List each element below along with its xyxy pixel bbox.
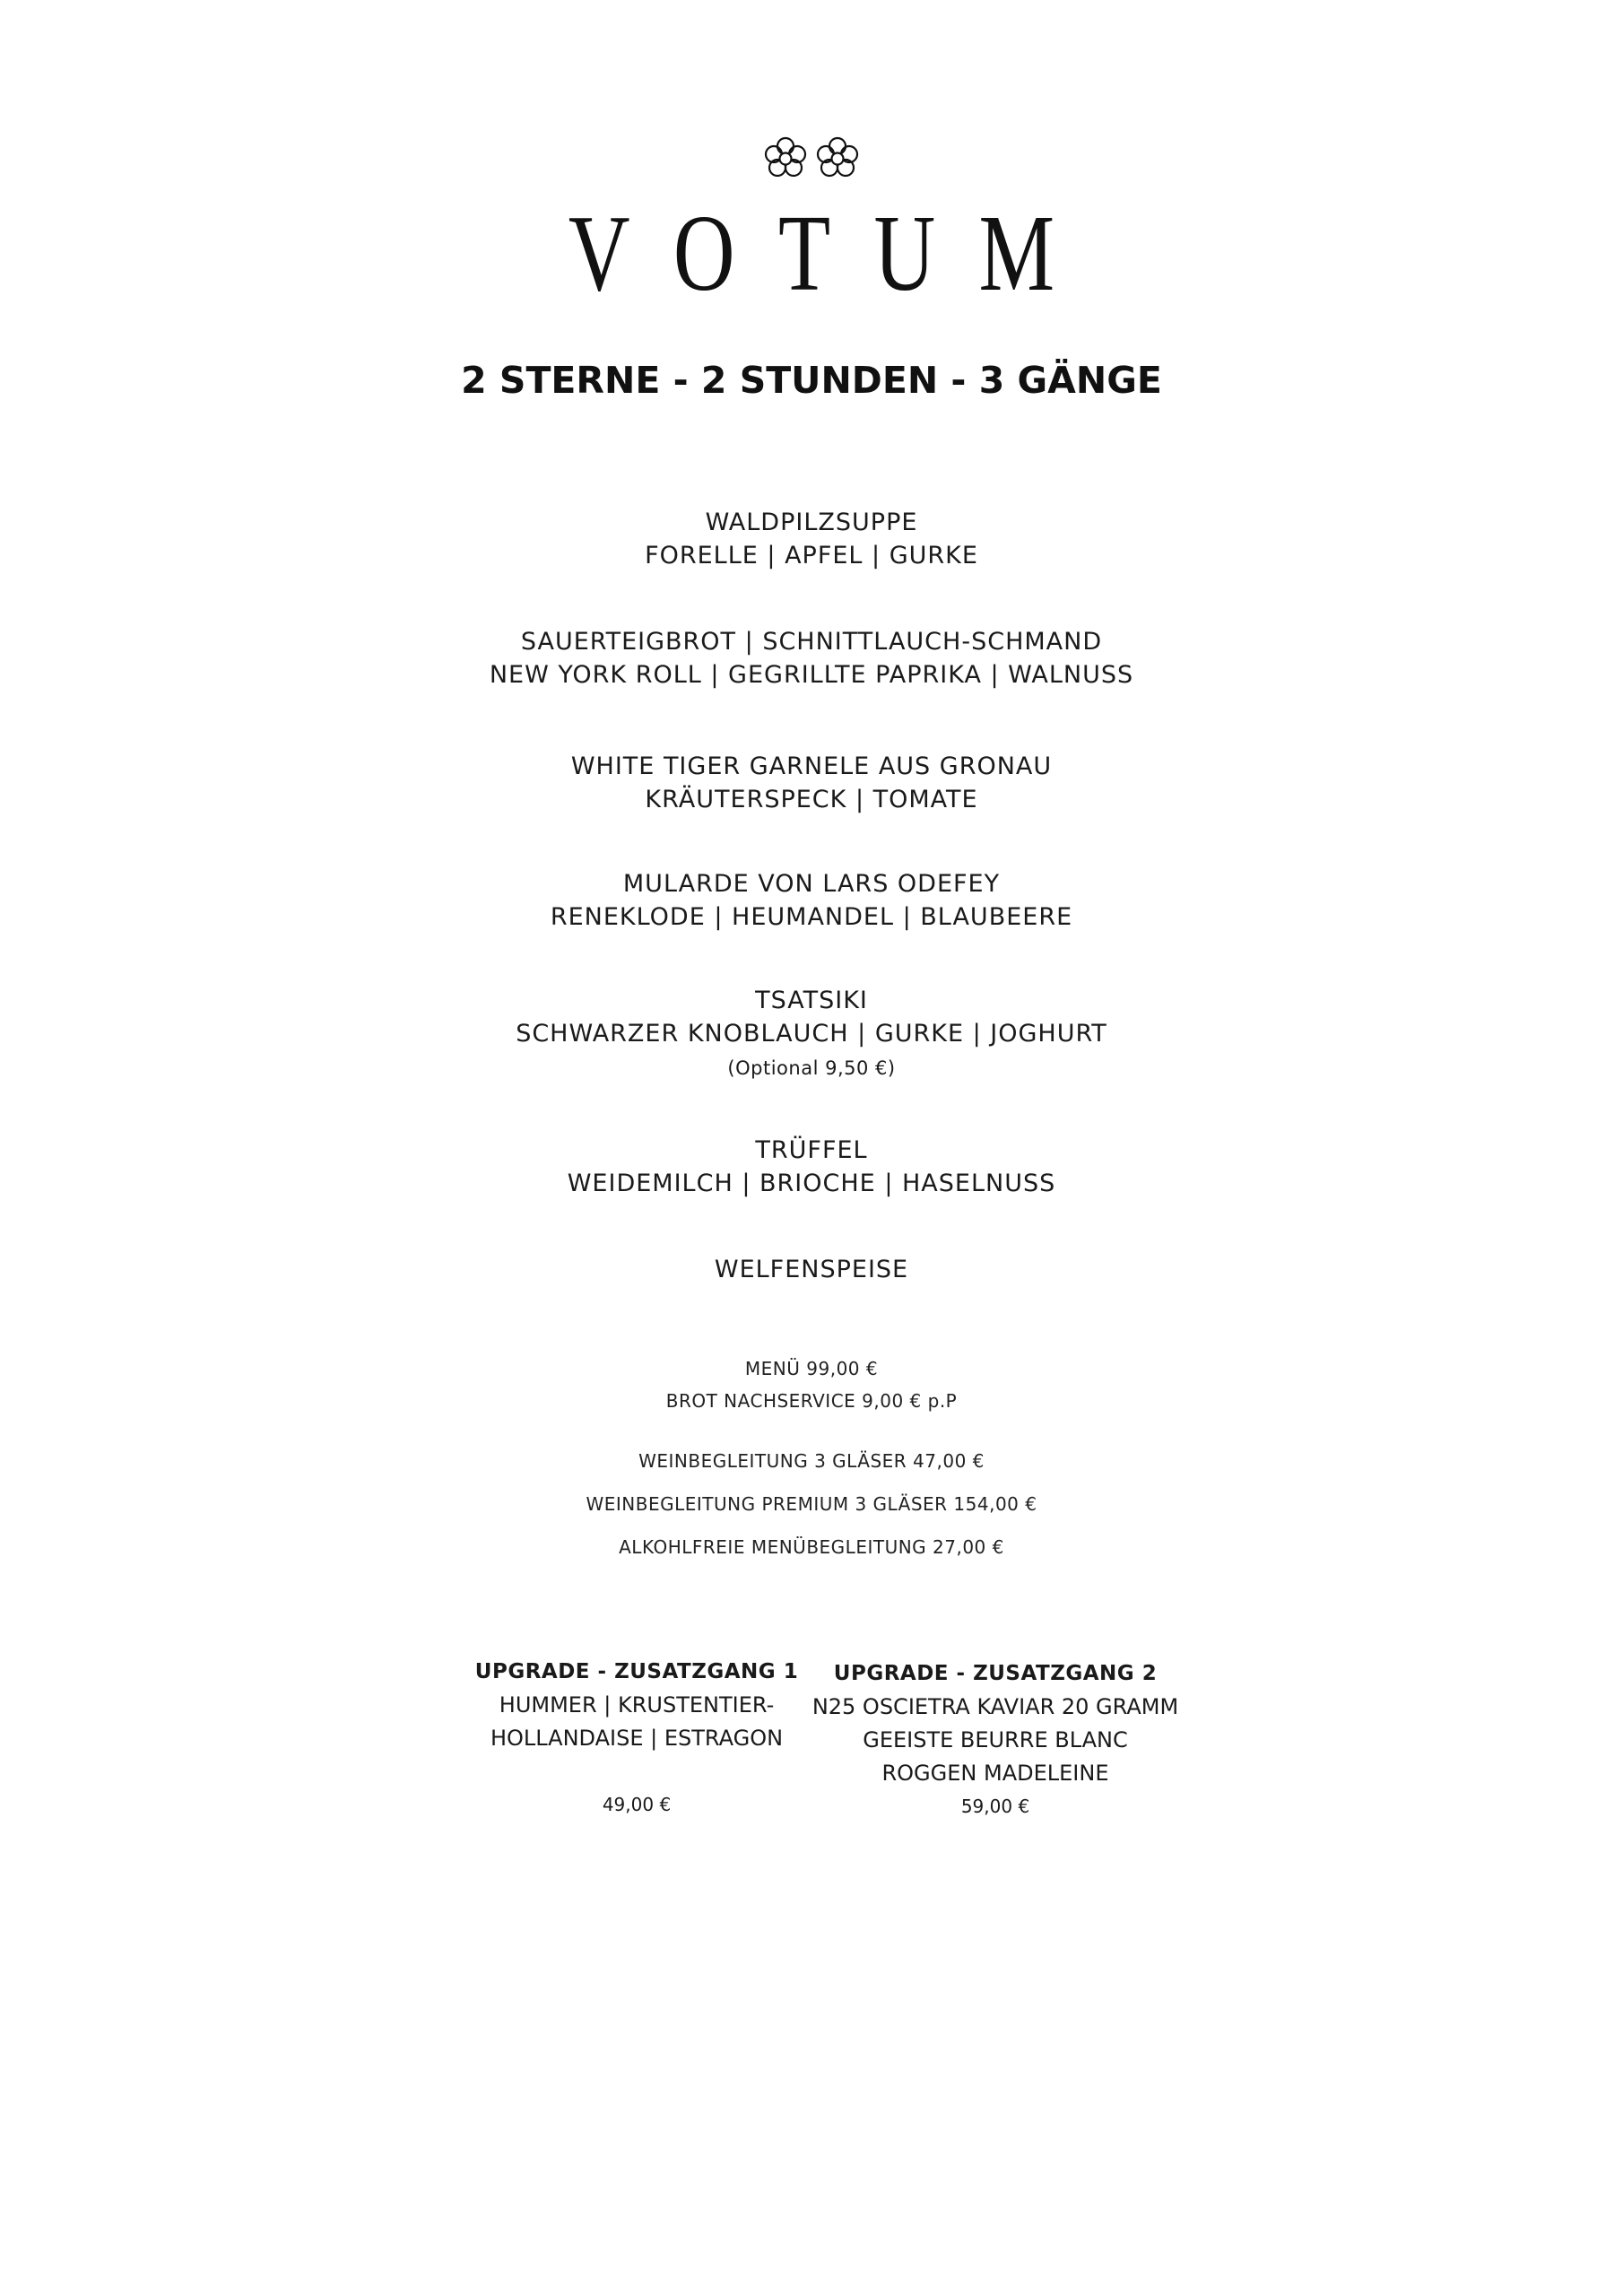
menu-headline: 2 STERNE - 2 STUNDEN - 3 GÄNGE [461,359,1162,402]
michelin-stars [0,136,1623,183]
upgrade-component: HOLLANDAISE | ESTRAGON [490,1726,784,1751]
course-2 [0,625,1623,691]
course-7 [0,1253,1623,1286]
course-1 [0,506,1623,572]
upgrade-title: UPGRADE - ZUSATZGANG 2 [833,1662,1158,1685]
course-components: FORELLE | APFEL | GURKE [645,542,978,570]
course-title: WHITE TIGER GARNELE AUS GRONAU [570,752,1053,780]
course-title: TSATSIKI [755,987,868,1014]
course-title: WALDPILZSUPPE [705,509,918,536]
upgrade-component: GEEISTE BEURRE BLANC [863,1727,1128,1752]
wine-pairing-price: WEINBEGLEITUNG 3 GLÄSER 47,00 € [638,1450,985,1472]
michelin-star-icon [763,136,808,181]
upgrade-component: HUMMER | KRUSTENTIER- [499,1692,775,1718]
optional-price-note: (Optional 9,50 €) [727,1057,896,1079]
premium-wine-pairing-price: WEINBEGLEITUNG PREMIUM 3 GLÄSER 154,00 € [586,1493,1037,1515]
course-5 [0,984,1623,1086]
course-title: TRÜFFEL [755,1136,868,1164]
upgrade-price: 49,00 € [602,1794,672,1815]
course-components: NEW YORK ROLL | GEGRILLTE PAPRIKA | WALNUSS [489,661,1134,689]
course-title: WELFENSPEISE [714,1256,909,1283]
upgrade-title: UPGRADE - ZUSATZGANG 1 [474,1660,799,1683]
upgrade-component: N25 OSCIETRA KAVIAR 20 GRAMM [812,1694,1179,1719]
course-title: SAUERTEIGBROT | SCHNITTLAUCH-SCHMAND [520,628,1103,656]
course-components: KRÄUTERSPECK | TOMATE [645,786,978,813]
michelin-star-icon [815,136,860,181]
upgrade-1 [466,1656,807,1822]
restaurant-logo: VOTUM [568,193,1098,314]
course-components: RENEKLODE | HEUMANDEL | BLAUBEERE [550,903,1073,931]
upgrade-2 [803,1657,1188,1823]
menu-price: MENÜ 99,00 € [744,1358,879,1379]
course-6 [0,1134,1623,1200]
bread-service-price: BROT NACHSERVICE 9,00 € p.P [665,1390,958,1412]
course-4 [0,867,1623,934]
upgrade-component: ROGGEN MADELEINE [881,1761,1109,1786]
course-components: SCHWARZER KNOBLAUCH | GURKE | JOGHURT [516,1020,1107,1048]
course-components: WEIDEMILCH | BRIOCHE | HASELNUSS [567,1170,1056,1197]
upgrade-price: 59,00 € [960,1796,1030,1817]
course-title: MULARDE VON LARS ODEFEY [622,870,1001,898]
non-alcoholic-pairing-price: ALKOHLFREIE MENÜBEGLEITUNG 27,00 € [619,1536,1004,1558]
course-3 [0,750,1623,816]
